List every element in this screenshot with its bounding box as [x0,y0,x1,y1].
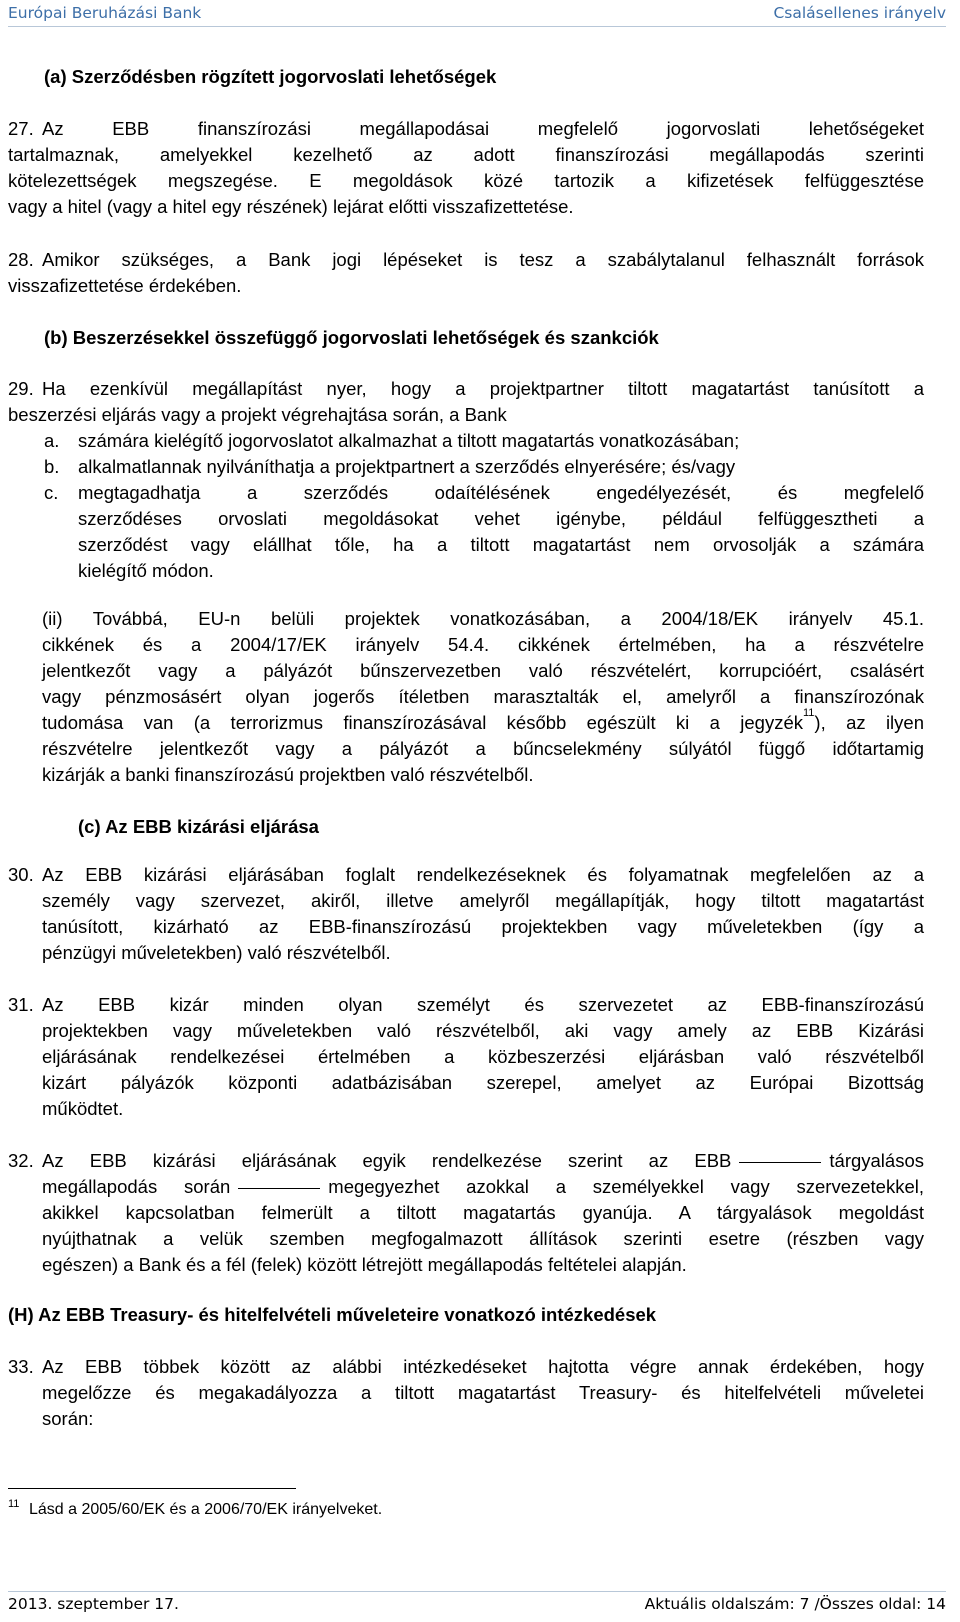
text-fragment: ), az ilyen [814,712,924,733]
text-line: nyújthatnak a velük szemben megfogalmazott állítások szerinti esetre (részben vagy [42,1228,924,1249]
list-item-a [44,428,924,454]
text-line: vagy pénzmosásért olyan jogerős ítéletben marasztalták el, amelyről a finanszírozónak [42,686,924,707]
list-text: alkalmatlannak nyilváníthatja a projektpartnert a szerződés elnyerésére; és/vagy [78,456,736,477]
text-line: Ha ezenkívül megállapítást nyer, hogy a projektpartner tiltott magatartást tanúsított a [42,378,924,399]
text-line: vagy a hitel (vagy a hitel egy részének) lejárat előtti visszafizettetése. [8,196,574,217]
text-fragment: megegyezhet azokkal a személyekkel vagy szervezetekkel, [328,1176,924,1197]
text-line [42,1148,924,1174]
header-right: Csalásellenes irányelv [773,4,946,22]
text-line: Az EBB kizár minden olyan személyt és szervezetet az EBB-finanszírozású [42,994,924,1015]
text-line: kizárt pályázók központi adatbázisában szerepel, amelyet az Európai Bizottság [42,1072,924,1093]
text-line: részvételre jelentkezőt vagy a pályázót a bűncselekmény súlyától függő időtartamig [42,738,924,759]
list-text: számára kielégítő jogorvoslatot alkalmazhat a tiltott magatartás vonatkozásában; [78,430,740,451]
paragraph-number: 31. [8,994,34,1015]
text-line [42,707,924,736]
text-line: megelőzze és megakadályozza a tiltott magatartást Treasury- és hitelfelvételi műveletei [42,1382,924,1403]
text-line: során: [42,1408,94,1429]
em-dash-rule [238,1188,320,1189]
list-label: b. [44,456,60,477]
paragraph-number: 30. [8,864,34,885]
section-b-title: (b) Beszerzésekkel összefüggő jogorvoslati lehetőségek és szankciók [44,327,659,348]
text-line: személy vagy szervezet, akiről, illetve amelyről megállapítják, hogy tiltott magatartást [42,890,924,911]
footer-date: 2013. szeptember 17. [8,1595,179,1613]
text-line: tanúsított, kizárható az EBB-finanszírozású projektekben vagy műveletekben (így a [42,916,924,937]
page-footer [8,1591,946,1616]
text-line: tartalmaznak, amelyekkel kezelhető az adott finanszírozási megállapodás szerinti [8,144,924,165]
list-item-c [44,480,924,584]
text-line [42,1174,924,1200]
text-fragment: Az EBB kizárási eljárásának egyik rendelkezése szerint az EBB [42,1150,732,1171]
paragraph-number: 32. [8,1150,34,1171]
text-line: cikkének és a 2004/17/EK irányelv 54.4. cikkének értelmében, ha a részvételre [42,634,924,655]
section-c-title: (c) Az EBB kizárási eljárása [78,816,319,837]
paragraph-number: 29. [8,378,34,399]
text-line: kizárják a banki finanszírozású projektben való részvételből. [42,764,534,785]
paragraph-28 [8,247,924,299]
text-fragment: megállapodás során [42,1176,231,1197]
paragraph-ii [42,606,924,788]
text-line: kielégítő módon. [78,560,214,581]
paragraph-30 [8,862,924,966]
list-label: c. [44,482,59,503]
footer-page-info: Aktuális oldalszám: 7 /Összes oldal: 14 [644,1595,946,1613]
paragraph-27 [8,116,924,220]
footnote-text: Lásd a 2005/60/EK és a 2006/70/EK irányelveket. [29,1501,383,1518]
paragraph-number: 27. [8,118,34,139]
footnote-number: 11 [8,1498,20,1510]
text-line: egészen) a Bank és a fél (felek) között létrejött megállapodás feltételei alapján. [42,1254,687,1275]
paragraph-number: 28. [8,249,34,270]
text-fragment: tudomása van (a terrorizmus finanszírozásával később egészült ki a jegyzék [42,712,803,733]
text-line: megtagadhatja a szerződés odaítélésének engedélyezését, és megfelelő [78,482,924,503]
list-label: a. [44,430,60,451]
page-header [8,0,946,27]
text-line: szerződéses orvoslati megoldásokat vehet igénybe, például felfüggesztheti a [78,508,924,529]
section-a-title: (a) Szerződésben rögzített jogorvoslati lehetőségek [44,66,497,87]
paragraph-32 [8,1148,924,1278]
footnote-separator [8,1488,296,1489]
text-line: Az EBB finanszírozási megállapodásai megfelelő jogorvoslati lehetőségeket [42,118,924,139]
text-line: visszafizettetése érdekében. [8,275,242,296]
text-fragment: tárgyalásos [829,1150,924,1171]
paragraph-number: 33. [8,1356,34,1377]
text-line: projektekben vagy műveletekben való részvételből, aki vagy amely az EBB Kizárási [42,1020,924,1041]
text-line: szerződést vagy elállhat tőle, ha a tiltott magatartást nem orvosolják a számára [78,534,924,555]
text-line: pénzügyi műveletekben) való részvételből. [42,942,391,963]
text-line: Amikor szükséges, a Bank jogi lépéseket is tesz a szabálytalanul felhasznált források [42,249,924,270]
text-line: eljárásának rendelkezései értelmében a közbeszerzési eljárásban való részvételből [42,1046,924,1067]
paragraph-31 [8,992,924,1122]
section-h-title: (H) Az EBB Treasury- és hitelfelvételi műveleteire vonatkozó intézkedések [8,1304,657,1325]
header-left: Európai Beruházási Bank [8,4,202,22]
text-line: működtet. [42,1098,124,1119]
list-item-b [44,454,924,480]
paragraph-29 [8,376,924,428]
text-line: (ii) Továbbá, EU-n belüli projektek vonatkozásában, a 2004/18/EK irányelv 45.1. [42,608,924,629]
text-line: Az EBB többek között az alábbi intézkedéseket hajtotta végre annak érdekében, hogy [42,1356,924,1377]
text-line: akikkel kapcsolatban felmerült a tiltott magatartás gyanúja. A tárgyalások megoldást [42,1202,924,1223]
em-dash-rule [739,1162,821,1163]
text-line: jelentkezőt vagy a pályázót bűnszervezetben való részvételért, korrupcióért, csalásért [42,660,924,681]
paragraph-33 [8,1354,924,1432]
footnote-ref[interactable]: 11 [803,707,815,719]
text-line: kötelezettségek megszegése. E megoldások közé tartozik a kifizetések felfüggesztése [8,170,924,191]
text-line: beszerzési eljárás vagy a projekt végrehajtása során, a Bank [8,404,507,425]
text-line: Az EBB kizárási eljárásában foglalt rendelkezéseknek és folyamatnak megfelelően az a [42,864,924,885]
